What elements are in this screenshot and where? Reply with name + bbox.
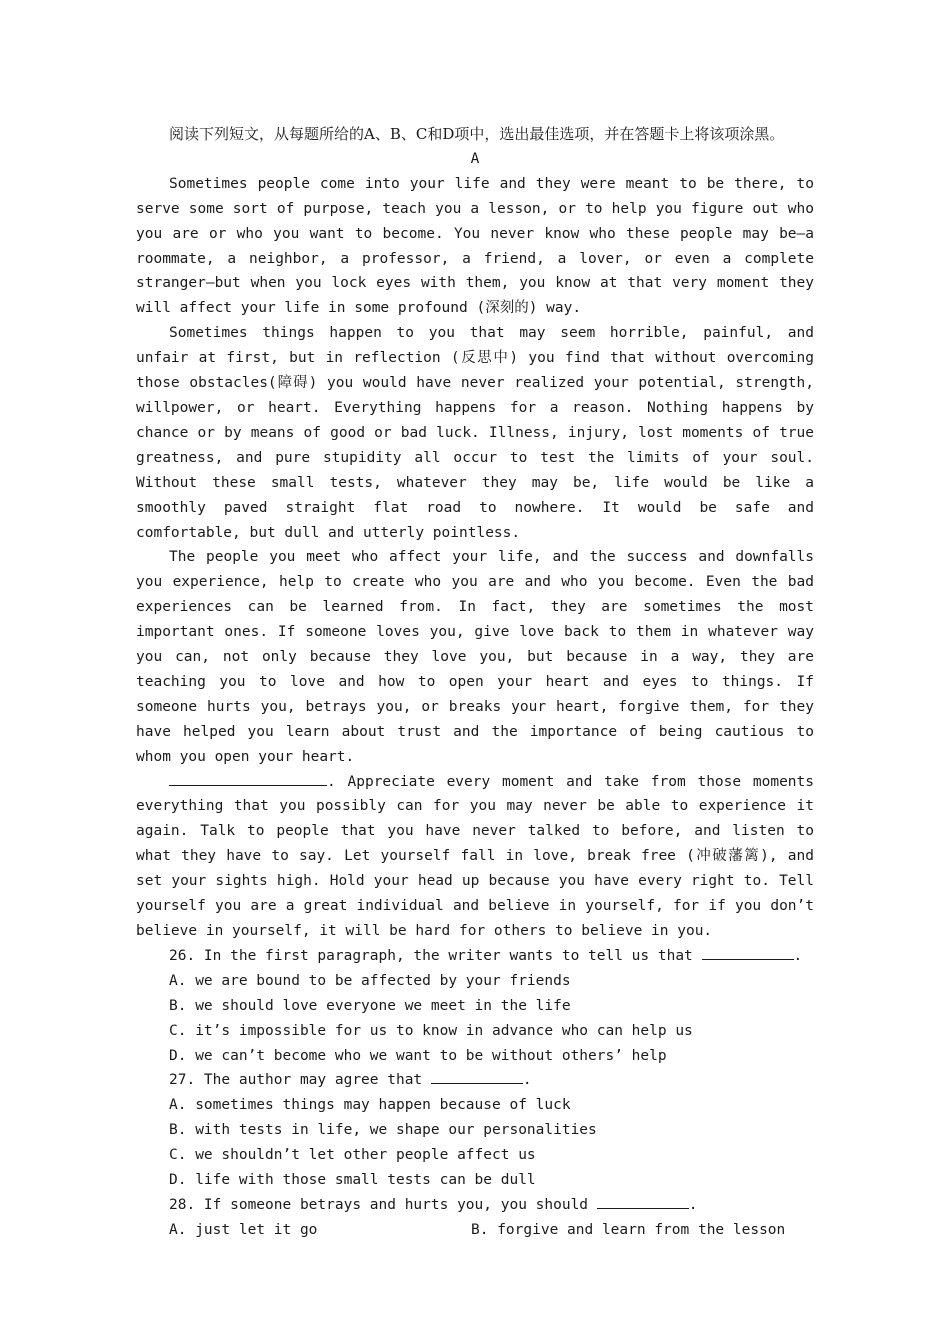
answer-blank	[431, 1069, 523, 1084]
passage-paragraph-2: Sometimes things happen to you that may seem horrible, painful, and unfair at first, but in reflection (反思中) you find that without overcoming those obstacles(障碍) you would have never realized your potential, strength, willpower, or heart. Everything happens for a reason. Nothing happens by chance or by means of good or bad luck. Illness, injury, lost moments of true greatness, and pure stupidity all occur to test the limits of your soul. Without these small tests, whatever they may be, life would be like a smoothly paved straight flat road to nowhere. It would be safe and comfortable, but dull and utterly pointless.	[136, 325, 814, 541]
section-label: A	[470, 150, 480, 167]
question-end: .	[522, 1072, 532, 1089]
question-end: .	[793, 947, 803, 964]
option-28-b: B. forgive and learn from the lesson	[471, 1221, 786, 1238]
question-stem: 28. If someone betrays and hurts you, you should	[169, 1196, 589, 1213]
option-28-a: A. just let it go	[169, 1221, 318, 1238]
option-27-d: D. life with those small tests can be dull	[169, 1172, 536, 1189]
passage-paragraph-1: Sometimes people come into your life and they were meant to be there, to serve some sort of purpose, teach you a lesson, or to help you figure out who you are or who you want to become. You never know who these people may be—a roommate, a neighbor, a professor, a friend, a lover, or even a complete stranger—but when you lock eyes with them, you know at that very moment they will affect your life in some profound (深刻的) way.	[136, 175, 814, 317]
answer-blank	[702, 945, 794, 960]
question-26	[136, 944, 814, 969]
question-27	[136, 1068, 814, 1093]
option-26-a: A. we are bound to be affected by your friends	[169, 972, 571, 989]
question-stem: 26. In the first paragraph, the writer wants to tell us that	[169, 947, 693, 964]
option-26-b: B. we should love everyone we meet in the life	[169, 997, 571, 1014]
option-26-d: D. we can’t become who we want to be without others’ help	[169, 1047, 667, 1064]
instruction-text: 阅读下列短文，从每题所给的A、B、C和D项中，选出最佳选项，并在答题卡上将该项涂黑。	[169, 125, 785, 143]
question-28	[136, 1193, 814, 1218]
passage-paragraph-4	[136, 770, 814, 944]
option-27-a: A. sometimes things may happen because of luck	[169, 1097, 571, 1114]
answer-blank	[597, 1194, 689, 1209]
option-row-28	[136, 1218, 814, 1243]
question-end: .	[688, 1196, 698, 1213]
option-26-c: C. it’s impossible for us to know in advance who can help us	[169, 1022, 693, 1039]
passage-paragraph-4-text: . Appreciate every moment and take from those moments everything that you possibly can for you may never be able to experience it again. Talk to people that you have never talked to before, and listen to what they have to say. Let yourself fall in love, break free (冲破藩篱), and set your sights high. Hold your head up because you have every right to. Tell yourself you are a great individual and believe in yourself, for if you don’t believe in yourself, it will be hard for others to believe in you.	[136, 773, 814, 939]
question-stem: 27. The author may agree that	[169, 1072, 423, 1089]
document-page	[136, 122, 814, 1243]
answer-blank	[169, 771, 327, 786]
option-27-b: B. with tests in life, we shape our personalities	[169, 1122, 597, 1139]
option-27-c: C. we shouldn’t let other people affect us	[169, 1147, 536, 1164]
passage-paragraph-3: The people you meet who affect your life, and the success and downfalls you experience, help to create who you are and who you become. Even the bad experiences can be learned from. In fact, they are sometimes the most important ones. If someone loves you, give love back to them in whatever way you can, not only because they love you, but because in a way, they are teaching you to love and how to open your heart and eyes to things. If someone hurts you, betrays you, or breaks your heart, forgive them, for they have helped you learn about trust and the importance of being cautious to whom you open your heart.	[136, 549, 814, 765]
